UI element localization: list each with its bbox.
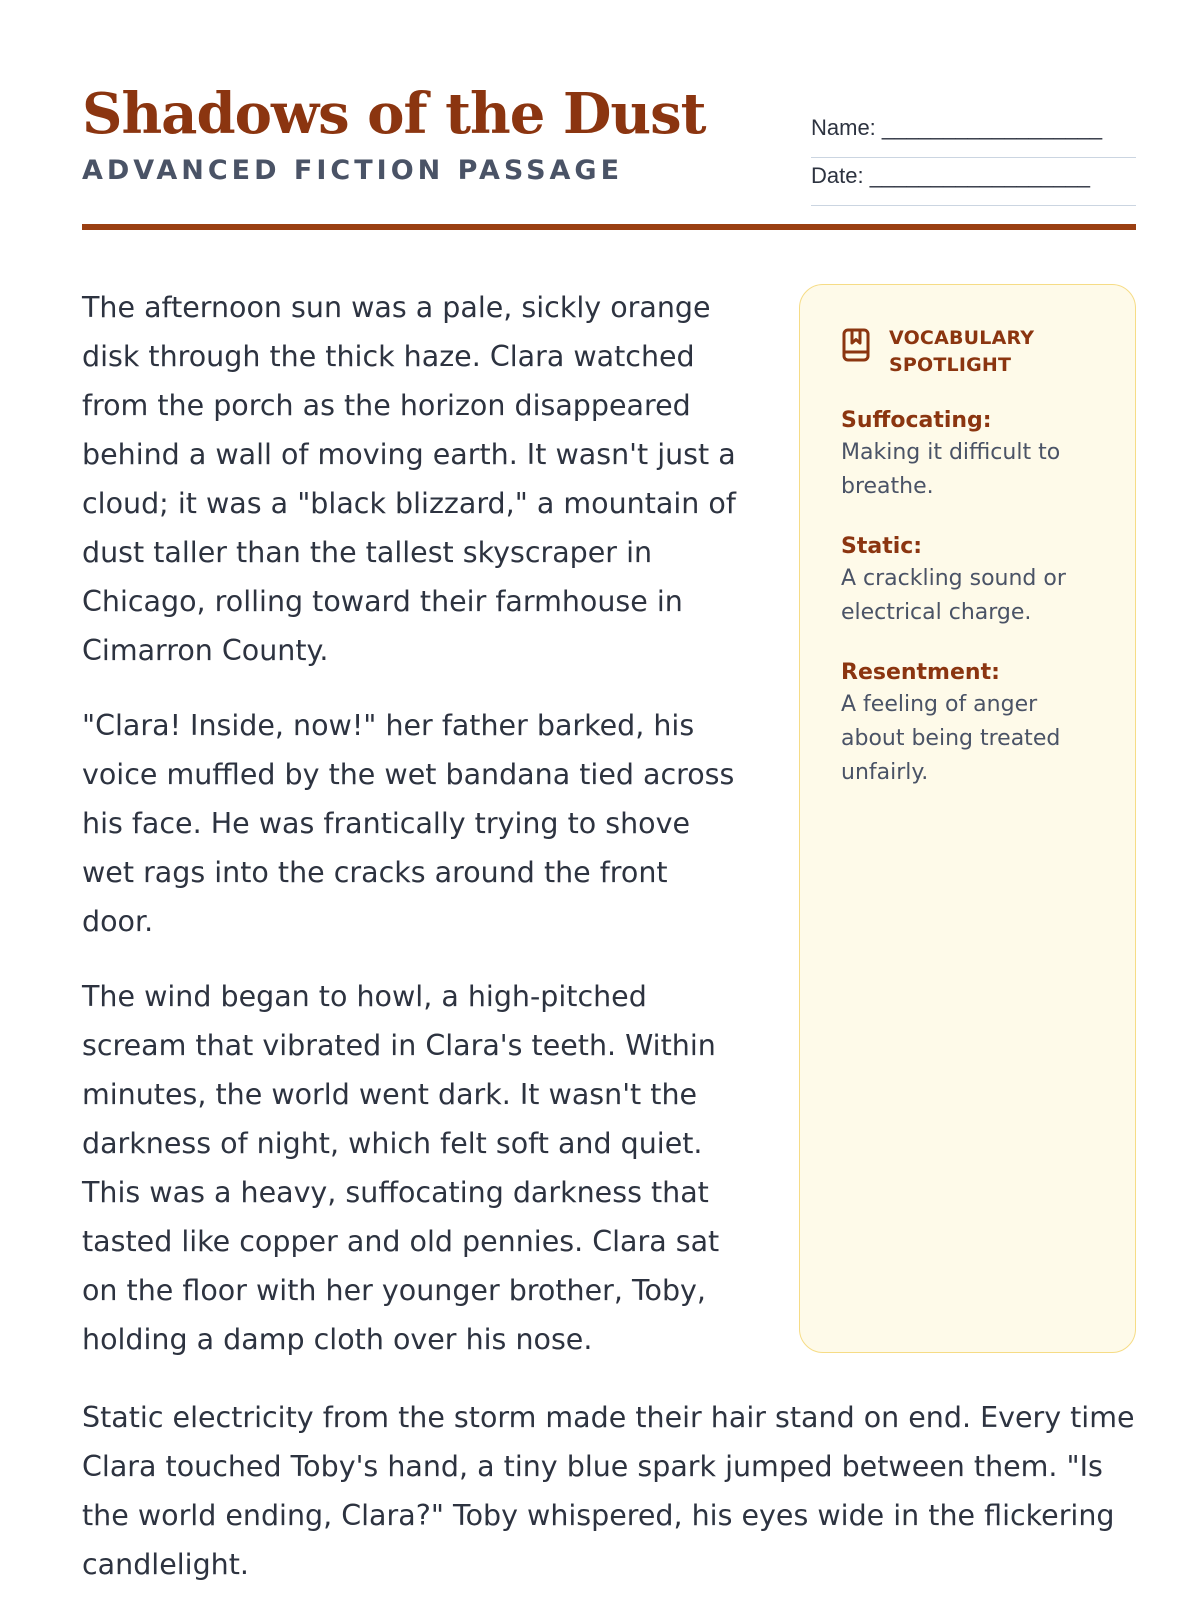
worksheet-header: [82, 80, 1136, 230]
vocabulary-title: VOCABULARY SPOTLIGHT: [889, 327, 1035, 376]
bookmark-book-icon: [841, 327, 871, 363]
passage-paragraph-4: Static electricity from the storm made their hair stand on end. Every time Clara touched Toby's hand, a tiny blue spark jumped between them. "Is the world ending, Clara?" Toby whispered, his eyes wide in the flickering candlelight.: [82, 1401, 1135, 1581]
passage-paragraph-2: "Clara! Inside, now!" her father barked, his voice muffled by the wet bandana tied across his face. He was frantically trying to shove wet rags into the cracks around the front door.: [82, 709, 735, 938]
vocabulary-entry: [841, 658, 1095, 790]
header-divider: [82, 224, 1136, 230]
vocabulary-term: Suffocating:: [841, 408, 992, 433]
vocabulary-header: [841, 325, 1095, 379]
vocabulary-definition: Making it difficult to breathe.: [841, 440, 1061, 499]
name-field[interactable]: Name: __________________: [811, 110, 1136, 158]
student-info-fields: [811, 110, 1136, 206]
passage-column: [82, 283, 742, 1390]
date-field[interactable]: Date: __________________: [811, 158, 1136, 206]
vocabulary-entry: [841, 532, 1095, 630]
vocabulary-entry: [841, 406, 1095, 504]
vocabulary-term: Static:: [841, 534, 923, 559]
vocabulary-definition: A crackling sound or electrical charge.: [841, 566, 1066, 625]
page-subtitle: ADVANCED FICTION PASSAGE: [82, 155, 624, 186]
passage-paragraph-1: The afternoon sun was a pale, sickly orange disk through the thick haze. Clara watched from the porch as the horizon disappeared behind a wall of moving earth. It wasn't just a cloud; it was a "black blizzard," a mountain of dust taller than the tallest skyscraper in Chicago, rolling toward their farmhouse in Cimarron County.: [82, 291, 736, 667]
passage-paragraph-3: The wind began to howl, a high-pitched scream that vibrated in Clara's teeth. Within minutes, the world went dark. It wasn't the darkness of night, which felt soft and quiet. This was a heavy, suffocating darkness that tasted like copper and old pennies. Clara sat on the floor with her younger brother, Toby, holding a damp cloth over his nose.: [82, 980, 720, 1356]
page-title: Shadows of the Dust: [82, 81, 706, 147]
vocabulary-definition: A feeling of anger about being treated unfairly.: [841, 692, 1061, 785]
vocabulary-sidebar: [799, 284, 1136, 1353]
vocabulary-term: Resentment:: [841, 660, 1000, 685]
